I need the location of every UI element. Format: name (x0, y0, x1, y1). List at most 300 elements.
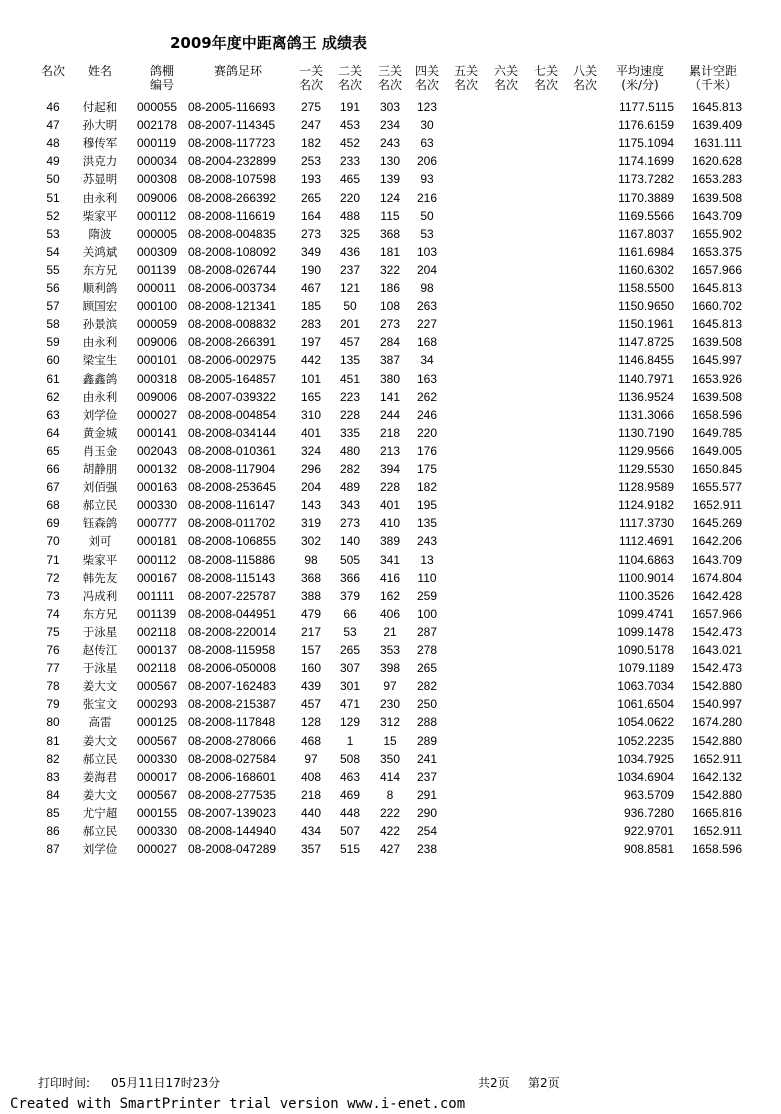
round2-cell: 457 (339, 335, 361, 350)
table-row (0, 625, 781, 643)
table-row (0, 299, 781, 317)
ring-cell: 08-2006-002975 (188, 353, 277, 368)
name-cell: 顺利鸽 (82, 281, 118, 295)
header-ring (200, 64, 276, 78)
speed-cell: 1158.5500 (618, 281, 674, 295)
rank-cell: 55 (46, 262, 60, 277)
loft-cell: 000027 (137, 407, 178, 422)
ring-cell: 08-2008-115886 (188, 552, 276, 567)
header-round5-line2: 名次 (453, 78, 478, 92)
name-cell: 隋波 (88, 226, 112, 241)
ring-cell: 08-2008-144940 (188, 824, 277, 838)
ring-cell: 08-2008-011702 (188, 516, 276, 531)
speed-cell: 1170.3889 (618, 190, 674, 205)
round3-cell: 213 (379, 443, 401, 458)
ring-cell: 08-2008-215387 (188, 697, 277, 712)
name-cell: 刘可 (88, 534, 112, 549)
round3-cell: 130 (379, 154, 401, 169)
distance-cell: 1653.283 (691, 172, 742, 187)
rank-cell: 68 (46, 498, 60, 513)
round1-cell: 368 (300, 570, 322, 585)
table-row (0, 806, 781, 824)
distance-cell: 1658.596 (691, 407, 742, 422)
round2-cell: 451 (339, 371, 361, 386)
name-cell: 刘学俭 (82, 407, 118, 422)
speed-cell: 1136.9524 (618, 389, 674, 404)
name-cell: 尤宁超 (82, 805, 118, 820)
rank-cell: 80 (46, 715, 60, 730)
round3-cell: 15 (383, 733, 397, 748)
round4-cell: 103 (416, 244, 438, 259)
name-cell: 鑫鑫鸽 (82, 371, 118, 386)
loft-cell: 000181 (137, 534, 178, 549)
ring-cell: 08-2005-116693 (188, 100, 276, 114)
round1-cell: 349 (300, 244, 322, 259)
table-row (0, 317, 781, 335)
header-speed (608, 64, 672, 92)
distance-cell: 1643.709 (691, 208, 742, 223)
ring-cell: 08-2008-277535 (188, 787, 277, 802)
round1-cell: 388 (300, 588, 322, 603)
name-cell: 高雷 (88, 715, 112, 730)
distance-cell: 1657.966 (691, 606, 742, 621)
header-round8 (568, 64, 602, 92)
round2-cell: 471 (339, 697, 361, 712)
round2-cell: 265 (339, 643, 361, 657)
ring-cell: 08-2008-010361 (188, 443, 277, 458)
loft-cell: 000125 (137, 715, 178, 730)
round1-cell: 273 (300, 226, 322, 241)
distance-cell: 1660.702 (691, 299, 742, 314)
header-distance-line2: （千米） (688, 78, 737, 92)
distance-cell: 1652.911 (692, 498, 742, 513)
distance-cell: 1631.111 (693, 136, 742, 151)
name-cell: 冯成利 (82, 588, 118, 603)
round4-cell: 265 (416, 661, 438, 676)
table-row (0, 571, 781, 589)
rank-cell: 56 (46, 281, 60, 295)
round3-cell: 427 (379, 842, 401, 857)
ring-cell: 08-2008-121341 (188, 299, 277, 314)
round3-cell: 414 (379, 769, 401, 784)
name-cell: 郝立民 (82, 824, 118, 838)
rank-cell: 52 (46, 208, 60, 223)
round3-cell: 341 (379, 552, 401, 567)
distance-cell: 1645.269 (691, 516, 742, 531)
round2-cell: 335 (339, 425, 361, 440)
round3-cell: 115 (380, 208, 400, 223)
table-row (0, 426, 781, 444)
loft-cell: 009006 (137, 389, 178, 404)
loft-cell: 000005 (137, 226, 178, 241)
speed-cell: 1130.7190 (618, 425, 674, 440)
speed-cell: 1129.5530 (618, 462, 674, 476)
name-cell: 刘佰强 (82, 480, 118, 495)
round4-cell: 237 (416, 769, 438, 784)
speed-cell: 1034.6904 (617, 769, 674, 784)
round1-cell: 357 (300, 842, 322, 857)
header-distance-line1: 累计空距 (688, 64, 737, 78)
loft-cell: 000308 (137, 172, 178, 187)
table-row (0, 607, 781, 625)
ring-cell: 08-2008-115143 (188, 570, 276, 585)
round2-cell: 50 (343, 299, 357, 314)
round2-cell: 452 (339, 136, 361, 151)
round4-cell: 63 (420, 136, 434, 151)
round1-cell: 401 (300, 425, 322, 440)
round4-cell: 291 (416, 787, 438, 802)
table-row (0, 335, 781, 353)
round2-cell: 233 (339, 154, 361, 169)
round2-cell: 121 (339, 281, 361, 295)
table-row (0, 679, 781, 697)
round4-cell: 100 (416, 606, 438, 621)
speed-cell: 936.7280 (623, 805, 674, 820)
round4-cell: 263 (416, 299, 438, 314)
ring-cell: 08-2008-004854 (188, 407, 277, 422)
name-cell: 赵传江 (82, 643, 118, 657)
speed-cell: 1160.6302 (618, 262, 674, 277)
speed-cell: 922.9701 (623, 824, 674, 838)
speed-cell: 1174.1699 (618, 154, 674, 169)
rank-cell: 62 (46, 389, 60, 404)
round2-cell: 135 (339, 353, 361, 368)
round2-cell: 301 (339, 679, 361, 694)
round4-cell: 163 (416, 371, 438, 386)
loft-cell: 000112 (137, 552, 177, 567)
table-row (0, 661, 781, 679)
header-round6-line1: 六关 (493, 64, 518, 78)
round2-cell: 201 (339, 317, 361, 332)
round3-cell: 228 (379, 480, 401, 495)
rank-cell: 58 (46, 317, 60, 332)
rank-cell: 75 (46, 624, 60, 639)
loft-cell: 000141 (137, 425, 178, 440)
ring-cell: 08-2008-266392 (188, 190, 277, 205)
table-row (0, 136, 781, 154)
ring-cell: 08-2008-008832 (188, 317, 277, 332)
round3-cell: 284 (379, 335, 401, 350)
ring-cell: 08-2008-034144 (188, 425, 277, 440)
distance-cell: 1674.804 (691, 570, 742, 585)
rank-cell: 46 (46, 100, 60, 114)
ring-cell: 08-2008-278066 (188, 733, 277, 748)
round2-cell: 273 (339, 516, 361, 531)
rank-cell: 83 (46, 769, 60, 784)
round4-cell: 13 (420, 552, 434, 567)
table-row (0, 209, 781, 227)
loft-cell: 001139 (137, 606, 177, 621)
round4-cell: 50 (420, 208, 434, 223)
loft-cell: 001111 (137, 588, 175, 603)
distance-cell: 1645.813 (691, 281, 742, 295)
table-row (0, 842, 781, 860)
round2-cell: 66 (343, 606, 357, 621)
distance-cell: 1643.709 (691, 552, 742, 567)
speed-cell: 908.8581 (623, 842, 674, 857)
speed-cell: 1054.0622 (617, 715, 674, 730)
round4-cell: 216 (416, 190, 438, 205)
distance-cell: 1639.508 (691, 335, 742, 350)
round2-cell: 507 (339, 824, 361, 838)
rank-cell: 71 (46, 552, 60, 567)
loft-cell: 000309 (137, 244, 178, 259)
round4-cell: 288 (416, 715, 438, 730)
distance-cell: 1542.880 (691, 733, 742, 748)
speed-cell: 1034.7925 (617, 751, 674, 766)
ring-cell: 08-2007-225787 (188, 588, 277, 603)
name-cell: 由永利 (82, 335, 118, 350)
round2-cell: 480 (339, 443, 361, 458)
table-row (0, 788, 781, 806)
speed-cell: 1169.5566 (618, 208, 674, 223)
speed-cell: 1099.1478 (617, 624, 674, 639)
speed-cell: 1061.6504 (617, 697, 674, 712)
round2-cell: 436 (339, 244, 361, 259)
round3-cell: 21 (383, 624, 397, 639)
rank-cell: 47 (46, 118, 60, 133)
rank-cell: 72 (46, 570, 60, 585)
table-row (0, 444, 781, 462)
print-time-value: 05月11日17时23分 (111, 1076, 221, 1090)
table-row (0, 100, 781, 118)
loft-cell: 002043 (137, 443, 178, 458)
header-speed-line1: 平均速度 (615, 64, 664, 78)
round3-cell: 181 (379, 244, 401, 259)
header-name-label: 姓名 (87, 64, 112, 78)
distance-cell: 1639.508 (691, 389, 742, 404)
name-cell: 由永利 (82, 190, 118, 205)
header-speed-line2: (米/分) (621, 78, 659, 92)
round1-cell: 457 (300, 697, 322, 712)
round1-cell: 434 (300, 824, 322, 838)
round4-cell: 176 (416, 443, 438, 458)
speed-cell: 1161.6984 (618, 244, 674, 259)
round4-cell: 53 (420, 226, 434, 241)
loft-cell: 000567 (137, 679, 178, 694)
round2-cell: 453 (339, 118, 361, 133)
loft-cell: 002118 (137, 661, 177, 676)
speed-cell: 1112.4691 (619, 534, 674, 549)
ring-cell: 08-2008-116147 (188, 498, 276, 513)
name-cell: 于泳星 (82, 624, 118, 639)
loft-cell: 009006 (137, 190, 178, 205)
distance-cell: 1540.997 (691, 697, 742, 712)
speed-cell: 1131.3066 (618, 407, 674, 422)
header-round2-line1: 二关 (337, 64, 362, 78)
round3-cell: 273 (379, 317, 401, 332)
ring-cell: 08-2008-027584 (188, 751, 277, 766)
loft-cell: 000137 (137, 643, 178, 657)
rank-cell: 85 (46, 805, 60, 820)
rank-cell: 69 (46, 516, 60, 531)
speed-cell: 1099.4741 (617, 606, 674, 621)
header-round4 (410, 64, 444, 92)
speed-cell: 1129.9566 (618, 443, 674, 458)
round3-cell: 410 (379, 516, 401, 531)
ring-cell: 08-2008-117904 (188, 462, 276, 476)
round4-cell: 243 (416, 534, 438, 549)
round2-cell: 515 (339, 842, 361, 857)
header-round6-line2: 名次 (493, 78, 518, 92)
name-cell: 刘学俭 (82, 842, 118, 857)
distance-cell: 1674.280 (691, 715, 742, 730)
round2-cell: 53 (343, 624, 357, 639)
round1-cell: 439 (300, 679, 322, 694)
rank-cell: 64 (46, 425, 60, 440)
name-cell: 付起和 (82, 100, 118, 114)
distance-cell: 1639.409 (691, 118, 742, 133)
name-cell: 韩先友 (82, 570, 118, 585)
speed-cell: 1100.3526 (618, 588, 674, 603)
table-row (0, 408, 781, 426)
loft-cell: 000034 (137, 154, 178, 169)
rank-cell: 57 (46, 299, 60, 314)
loft-cell: 000777 (137, 516, 178, 531)
name-cell: 张宝文 (82, 697, 118, 712)
name-cell: 柴家平 (82, 208, 118, 223)
round3-cell: 124 (379, 190, 401, 205)
distance-cell: 1542.880 (691, 787, 742, 802)
round4-cell: 98 (420, 281, 434, 295)
round1-cell: 283 (300, 317, 322, 332)
round1-cell: 408 (300, 769, 322, 784)
rank-cell: 73 (46, 588, 60, 603)
round1-cell: 247 (300, 118, 322, 133)
ring-cell: 08-2004-232899 (188, 154, 277, 169)
round4-cell: 287 (416, 624, 438, 639)
distance-cell: 1655.902 (691, 226, 742, 241)
round3-cell: 312 (379, 715, 401, 730)
ring-cell: 08-2008-026744 (188, 262, 277, 277)
loft-cell: 000017 (137, 769, 178, 784)
round3-cell: 303 (379, 100, 401, 114)
table-row (0, 191, 781, 209)
round3-cell: 108 (379, 299, 401, 314)
name-cell: 梁宝生 (82, 353, 118, 368)
distance-cell: 1639.508 (691, 190, 742, 205)
ring-cell: 08-2008-004835 (188, 226, 277, 241)
header-round3 (373, 64, 407, 92)
round4-cell: 195 (416, 498, 438, 513)
speed-cell: 1177.5115 (619, 100, 674, 114)
name-cell: 顾国宏 (82, 299, 118, 314)
round2-cell: 307 (339, 661, 361, 676)
round1-cell: 324 (300, 443, 322, 458)
speed-cell: 1063.7034 (617, 679, 674, 694)
distance-cell: 1642.132 (691, 769, 742, 784)
name-cell: 姜大文 (82, 733, 118, 748)
loft-cell: 000059 (137, 317, 178, 332)
rank-cell: 65 (46, 443, 60, 458)
round3-cell: 368 (379, 226, 401, 241)
loft-cell: 009006 (137, 335, 178, 350)
rank-cell: 86 (46, 824, 60, 838)
round3-cell: 97 (383, 679, 397, 694)
distance-cell: 1542.473 (691, 661, 742, 676)
distance-cell: 1657.966 (691, 262, 742, 277)
round3-cell: 234 (379, 118, 401, 133)
speed-cell: 1176.6159 (618, 118, 674, 133)
table-row (0, 553, 781, 571)
distance-cell: 1652.911 (692, 751, 742, 766)
round2-cell: 223 (339, 389, 361, 404)
round2-cell: 469 (339, 787, 361, 802)
name-cell: 东方兄 (82, 606, 118, 621)
round2-cell: 282 (339, 462, 361, 476)
round4-cell: 241 (416, 751, 438, 766)
rank-cell: 87 (46, 842, 60, 857)
name-cell: 关鸿斌 (82, 244, 118, 259)
round4-cell: 110 (417, 570, 437, 585)
header-round3-line2: 名次 (377, 78, 402, 92)
header-round4-line1: 四关 (414, 64, 439, 78)
round1-cell: 101 (300, 371, 322, 386)
round4-cell: 220 (416, 425, 438, 440)
round1-cell: 143 (300, 498, 322, 513)
round1-cell: 275 (300, 100, 322, 114)
round4-cell: 30 (420, 118, 434, 133)
round3-cell: 244 (379, 407, 401, 422)
distance-cell: 1645.997 (691, 353, 742, 368)
table-row (0, 715, 781, 733)
ring-cell: 08-2008-106855 (188, 534, 277, 549)
speed-cell: 1147.8725 (618, 335, 674, 350)
name-cell: 姜海君 (82, 769, 118, 784)
speed-cell: 1150.9650 (618, 299, 674, 314)
header-round1-line1: 一关 (298, 64, 323, 78)
rank-cell: 53 (46, 226, 60, 241)
loft-cell: 000101 (137, 353, 178, 368)
header-distance (681, 64, 745, 92)
rank-cell: 49 (46, 154, 60, 169)
ring-cell: 08-2006-050008 (188, 661, 277, 676)
round1-cell: 442 (300, 353, 322, 368)
rank-cell: 77 (46, 661, 60, 676)
round2-cell: 489 (339, 480, 361, 495)
table-row (0, 589, 781, 607)
round4-cell: 34 (420, 353, 434, 368)
table-row (0, 154, 781, 172)
rank-cell: 48 (46, 136, 60, 151)
speed-cell: 1173.7282 (618, 172, 674, 187)
watermark-credit: Created with SmartPrinter trial version www.i-enet.com (10, 1096, 466, 1112)
loft-cell: 000167 (137, 570, 178, 585)
loft-cell: 000330 (137, 751, 178, 766)
speed-cell: 1124.9182 (618, 498, 674, 513)
round1-cell: 218 (300, 787, 322, 802)
round4-cell: 93 (420, 172, 434, 187)
loft-cell: 000330 (137, 824, 178, 838)
round1-cell: 296 (300, 462, 322, 476)
round1-cell: 253 (300, 154, 322, 169)
distance-cell: 1652.911 (692, 824, 742, 838)
header-round1-line2: 名次 (298, 78, 323, 92)
round1-cell: 98 (304, 552, 318, 567)
loft-cell: 000011 (137, 281, 177, 295)
name-cell: 肖玉金 (82, 443, 118, 458)
distance-cell: 1649.005 (691, 443, 742, 458)
distance-cell: 1642.428 (691, 588, 742, 603)
ring-cell: 08-2007-114345 (188, 118, 276, 133)
round3-cell: 218 (379, 425, 401, 440)
header-loft (140, 64, 184, 92)
round4-cell: 259 (416, 588, 438, 603)
distance-cell: 1653.375 (691, 244, 742, 259)
loft-cell: 001139 (137, 262, 177, 277)
round4-cell: 182 (416, 480, 438, 495)
rank-cell: 63 (46, 407, 60, 422)
